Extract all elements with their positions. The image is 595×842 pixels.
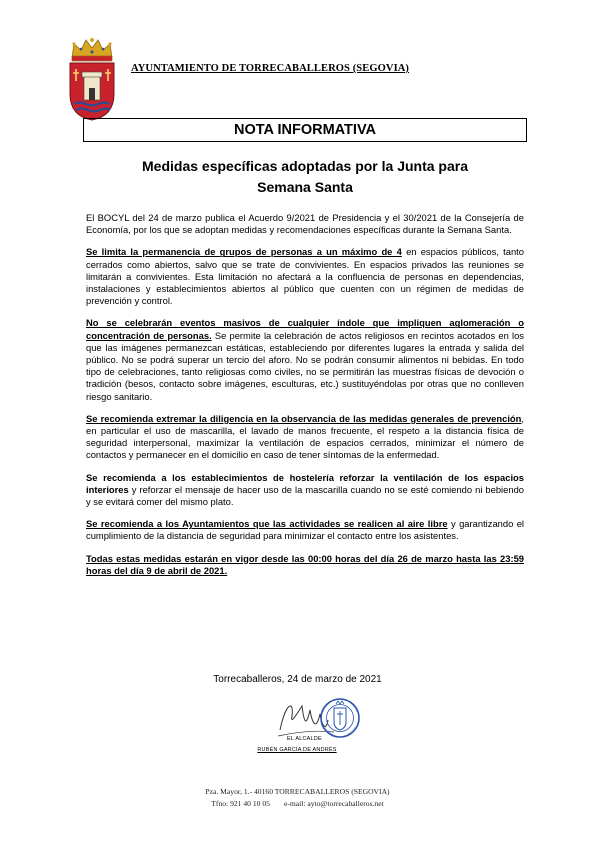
paragraph-outdoor — [86, 518, 524, 542]
place-date: Torrecaballeros, 24 de marzo de 2021 — [213, 674, 382, 685]
page-title-line-2: Semana Santa — [257, 179, 353, 195]
paragraph-mass-events — [86, 317, 524, 402]
notice-body — [86, 212, 524, 587]
paragraph-mass-events-lead: No se celebrarán eventos masivos de cualquier índole que impliquen aglomeración o concentración de personas. — [86, 317, 524, 341]
footer — [0, 786, 595, 810]
footer-contact — [0, 798, 595, 810]
notice-label-box — [83, 118, 527, 142]
paragraph-hospitality-text: y reforzar el mensaje de hacer uso de la mascarilla cuando no se esté comiendo ni bebiendo y se evitará comer del mismo plato. — [86, 483, 524, 508]
paragraph-prevention — [86, 413, 524, 462]
notice-label: NOTA INFORMATIVA — [233, 122, 377, 138]
signature-seal-icon — [276, 692, 376, 740]
paragraph-outdoor-lead: Se recomienda a los Ayuntamientos que las actividades se realicen al aire libre — [86, 518, 448, 530]
paragraph-intro: El BOCYL del 24 de marzo publica el Acuerdo 9/2021 de Presidencia y el 30/2021 de la Consejería de Economía, por los que se adoptan medidas y recomendaciones específicas durante la Semana Santa. — [86, 212, 524, 236]
paragraph-group-limit — [86, 246, 524, 307]
signature-name: RUBÉN GARCÍA DE ANDRÉS — [257, 747, 337, 753]
paragraph-group-limit-lead: Se limita la permanencia de grupos de personas a un máximo de 4 — [86, 246, 402, 258]
paragraph-hospitality — [86, 472, 524, 509]
footer-address: Pza. Mayor, 1.- 40160 TORRECABALLEROS (SEGOVIA) — [205, 787, 390, 796]
paragraph-outdoor-text: y garantizando el cumplimiento de la distancia de seguridad para minimizar el contacto entre los asistentes. — [86, 518, 525, 542]
signature-role: EL ALCALDE — [287, 736, 322, 742]
coat-of-arms-icon — [64, 36, 120, 122]
footer-email: e-mail: ayto@torrecaballeros.net — [283, 799, 384, 808]
paragraph-group-limit-text: en espacios públicos, tanto cerrados como abiertos, salvo que se trate de convivientes. En espacios privados las reuniones se limitarán a convivientes. Esta limitación no afectará a la confluencia de personas en dependencias, instalaciones y establecimientos abiertos al público que cuenten con un régimen de medidas de prevención y control. — [86, 246, 525, 307]
paragraph-hospitality-lead: Se recomienda a los establecimientos de hostelería reforzar la ventilación de los espacios interiores — [86, 471, 524, 495]
header-org-name: AYUNTAMIENTO DE TORRECABALLEROS (SEGOVIA) — [131, 63, 410, 74]
paragraph-prevention-text: , en particular el uso de mascarilla, el lavado de manos frecuente, el respeto a la distancia física de seguridad interpersonal, maximizar la ventilación de espacios cerrados, minimizar el número de contactos y permanecer en el domicilio en caso de tener síntomas de la enfermedad. — [86, 412, 524, 461]
page-title — [80, 156, 530, 198]
paragraph-prevention-lead: Se recomienda extremar la diligencia en la observancia de las medidas generales de prevención — [86, 412, 522, 424]
paragraph-mass-events-text: Se permite la celebración de actos religiosos en recintos acotados en los que las imágenes permanezcan estáticas, estableciendo por diferentes lugares la entrada y salida del público. No se podrá superar un tercio del aforo. No se podrán consumir alimentos ni bebidas. En todo tipo de celebraciones, tanto religiosas como civiles, no se permitirán las muestras físicas de devoción o tradición (besos, contacto sobre imágenes, esculturas, etc.) sustituyéndolas por otras que no conlleven riesgo sanitario. — [86, 329, 524, 402]
paragraph-validity: Todas estas medidas estarán en vigor desde las 00:00 horas del día 26 de marzo hasta las 23:59 horas del día 9 de abril de 2021. — [86, 552, 524, 576]
municipal-seal-icon — [321, 699, 359, 737]
page-title-line-1: Medidas específicas adoptadas por la Junta para — [142, 158, 468, 174]
footer-phone: Tfno: 921 40 10 05 — [211, 799, 270, 808]
